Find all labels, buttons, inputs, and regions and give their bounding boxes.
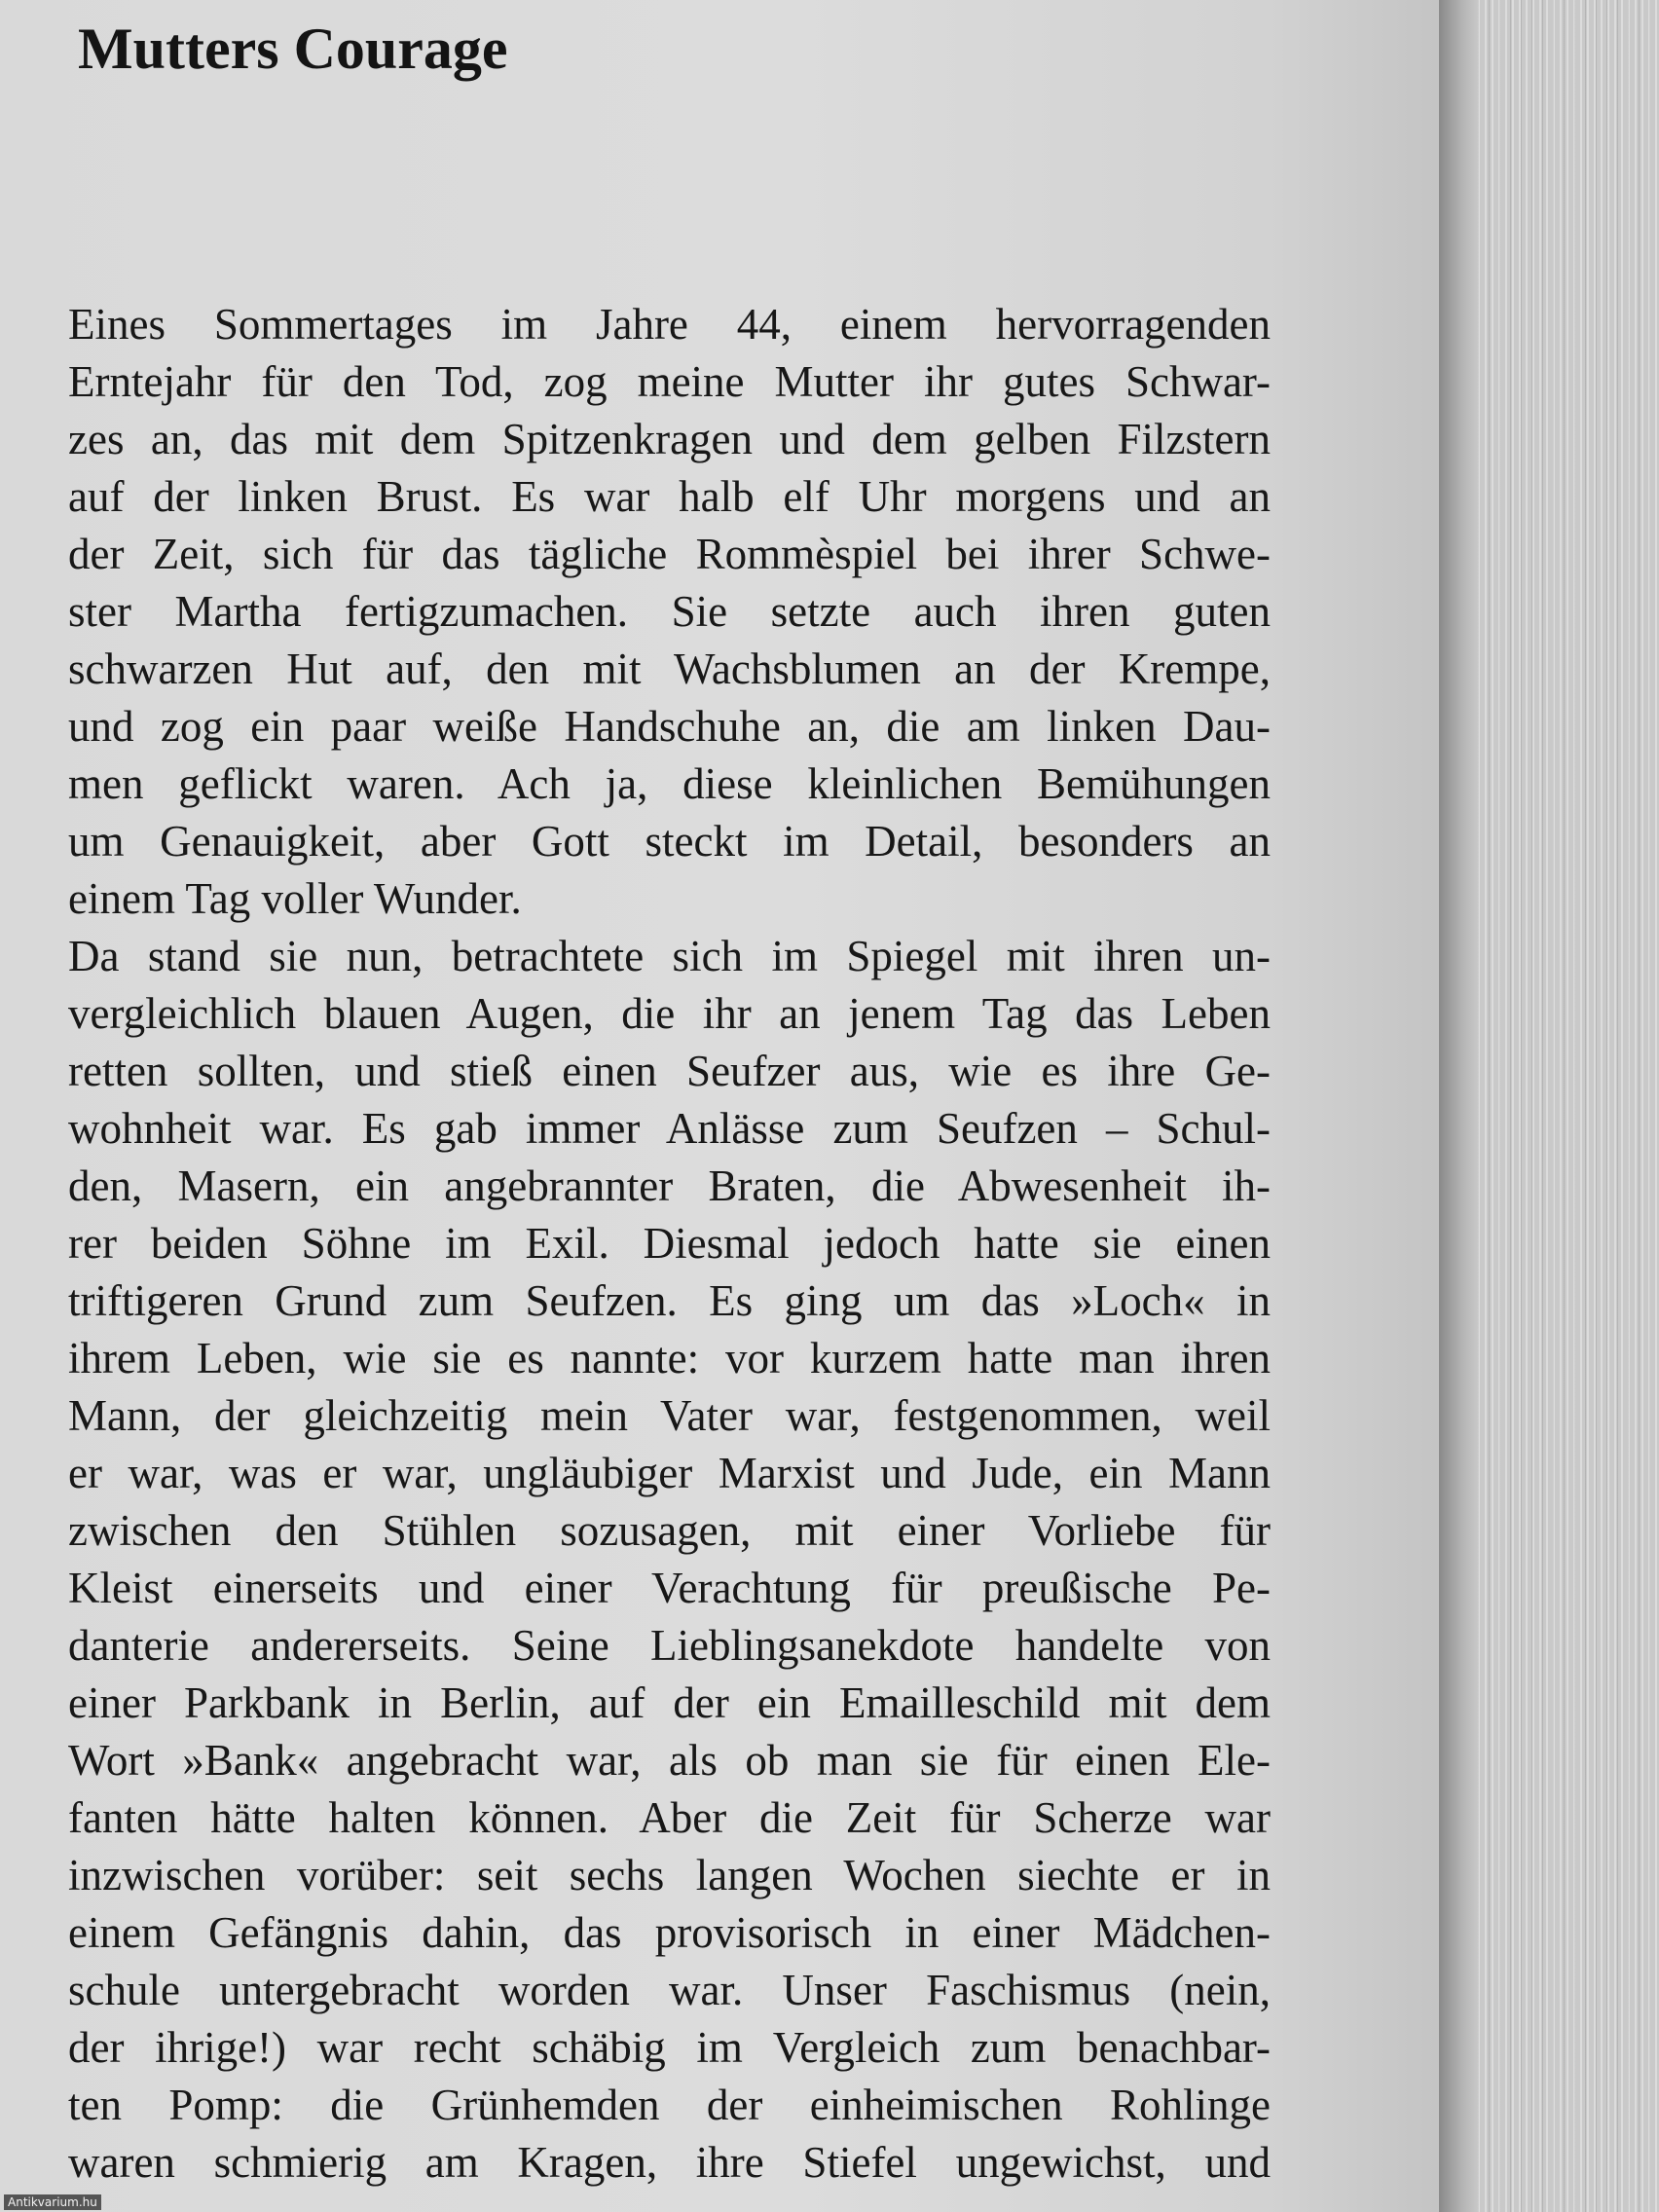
show-through-text	[623, 0, 1363, 253]
text-line: zwischen den Stühlen sozusagen, mit einer Vorliebe für	[68, 1506, 1271, 1555]
text-line: einer Parkbank in Berlin, auf der ein Emailleschild mit dem	[68, 1678, 1271, 1727]
text-line: Kleist einerseits und einer Verachtung für preußische Pe-	[68, 1564, 1271, 1612]
text-line: waren schmierig am Kragen, ihre Stiefel ungewichst, und	[68, 2138, 1271, 2187]
text-line: men geflickt waren. Ach ja, diese kleinlichen Bemühungen	[68, 759, 1271, 808]
text-line: rer beiden Söhne im Exil. Diesmal jedoch hatte sie einen	[68, 1219, 1271, 1268]
chapter-title: Mutters Courage	[78, 17, 508, 81]
text-line: vergleichlich blauen Augen, die ihr an jenem Tag das Leben	[68, 989, 1271, 1038]
text-line: schule untergebracht worden war. Unser Faschismus (nein,	[68, 1966, 1271, 2014]
watermark: Antikvarium.hu	[4, 2194, 101, 2210]
text-line: ster Martha fertigzumachen. Sie setzte auch ihren guten	[68, 587, 1271, 636]
text-line: auf der linken Brust. Es war halb elf Uhr morgens und an	[68, 472, 1271, 521]
page-gutter-shadow	[1439, 0, 1478, 2212]
text-line: einem Gefängnis dahin, das provisorisch in einer Mädchen-	[68, 1908, 1271, 1957]
book-page-edges	[1478, 0, 1659, 2212]
text-line: zes an, das mit dem Spitzenkragen und dem gelben Filzstern	[68, 415, 1271, 463]
text-line: einem Tag voller Wunder.	[68, 874, 522, 923]
text-line: Mann, der gleichzeitig mein Vater war, festgenommen, weil	[68, 1391, 1271, 1440]
text-line: ihrem Leben, wie sie es nannte: vor kurzem hatte man ihren	[68, 1334, 1271, 1382]
text-line: danterie andererseits. Seine Lieblingsanekdote handelte von	[68, 1621, 1271, 1670]
text-line: der Zeit, sich für das tägliche Rommèspiel bei ihrer Schwe-	[68, 530, 1271, 578]
text-line: Eines Sommertages im Jahre 44, einem hervorragenden	[68, 300, 1271, 349]
text-line: ten Pomp: die Grünhemden der einheimischen Rohlinge	[68, 2081, 1271, 2129]
text-line: wohnheit war. Es gab immer Anlässe zum Seufzen – Schul-	[68, 1104, 1271, 1153]
text-line: er war, was er war, ungläubiger Marxist und Jude, ein Mann	[68, 1449, 1271, 1497]
text-line: um Genauigkeit, aber Gott steckt im Detail, besonders an	[68, 817, 1271, 866]
text-line: und zog ein paar weiße Handschuhe an, die am linken Dau-	[68, 702, 1271, 751]
text-line: der ihrige!) war recht schäbig im Vergleich zum benachbar-	[68, 2023, 1271, 2072]
paragraph-1	[68, 296, 1271, 928]
text-line: Da stand sie nun, betrachtete sich im Spiegel mit ihren un-	[68, 932, 1271, 980]
text-line: Wort »Bank« angebracht war, als ob man sie für einen Ele-	[68, 1736, 1271, 1785]
text-line: den, Masern, ein angebrannter Braten, die Abwesenheit ih-	[68, 1161, 1271, 1210]
paragraph-2	[68, 928, 1271, 2192]
text-line: retten sollten, und stieß einen Seufzer aus, wie es ihre Ge-	[68, 1047, 1271, 1095]
body-text	[68, 296, 1271, 2192]
text-line: schwarzen Hut auf, den mit Wachsblumen an der Krempe,	[68, 645, 1271, 693]
text-line: fanten hätte halten können. Aber die Zeit für Scherze war	[68, 1793, 1271, 1842]
text-line: Erntejahr für den Tod, zog meine Mutter ihr gutes Schwar-	[68, 357, 1271, 406]
text-line: triftigeren Grund zum Seufzen. Es ging um das »Loch« in	[68, 1276, 1271, 1325]
text-line: inzwischen vorüber: seit sechs langen Wochen siechte er in	[68, 1851, 1271, 1899]
